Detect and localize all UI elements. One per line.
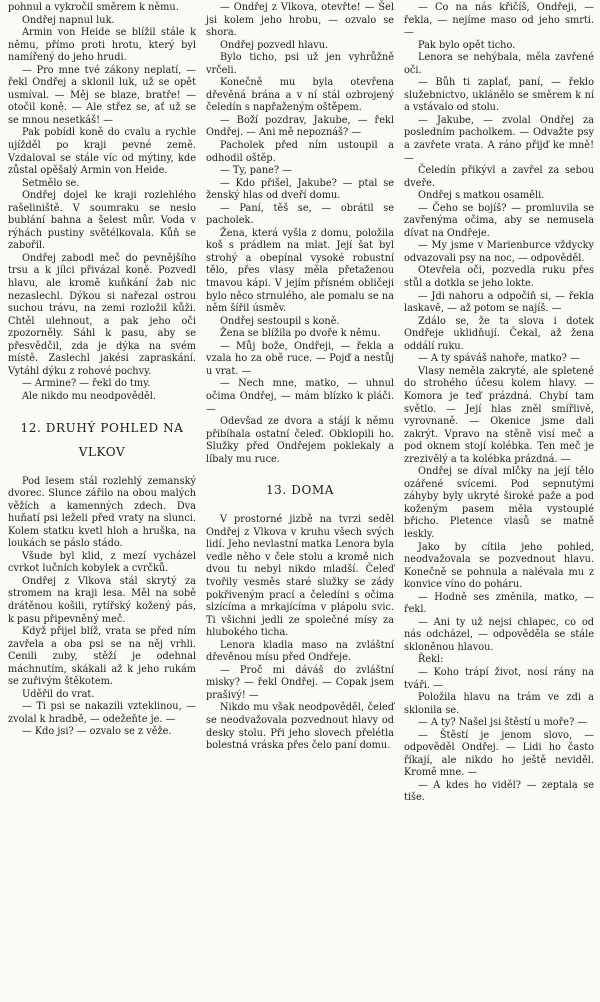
- paragraph: Žena, která vyšla z domu, položila koš s prádlem na mlat. Její šat byl strohý a obepínal vysoké robustní tělo, přes vlasy měla přetaženou tmavou kápi. V jejím přísném obličeji bylo něco strnulého, ale pomalu se na něm šířil úsměv.: [206, 227, 394, 315]
- paragraph: Když přijel blíž, vrata se před ním zavřela a oba psi se na něj vrhli. Cenili zuby, stěží je odehnal máchnutím, skákali až k jeho rukám se zuřivým štěkotem.: [8, 626, 196, 688]
- paragraph: Ondřej zabodl meč do pevnějšího trsu a k jílci přivázal koně. Pozvedl hlavu, ale kromě kuňkání žab nic nezaslechl. Dýkou si nařezal ostrou suchou trávu, na zemi rozložil kůži. Chtěl ulehnout, a pak jeho oči zpozorněly. Sáhl k pasu, aby se přesvědčil, zda je dýka na svém místě. Zaslechl jakési zapraskání. Vytáhl dýku z rohové pochvy.: [8, 252, 196, 377]
- paragraph: Jako by cítila jeho pohled, neodvažovala se pozvednout hlavu. Konečně se pohnula a nalévala mu z konvice víno do poháru.: [404, 541, 594, 591]
- paragraph: — Čeho se bojíš? — promluvila se zavřenýma očima, aby se nemusela dívat na Ondřeje.: [404, 202, 594, 239]
- paragraph: Ondřej sestoupil s koně.: [220, 315, 340, 327]
- chapter-12-title-line-1: 12. DRUHÝ POHLED NA: [20, 420, 184, 435]
- paragraph: Ondřej pozvedl hlavu.: [220, 39, 329, 51]
- paragraph: — Proč mi dáváš do zvláštní misky? — řekl Ondřej. — Copak jsem prašivý! —: [206, 664, 394, 701]
- column-2-top-text: [206, 2, 394, 466]
- paragraph: Odevšad ze dvora a stájí k němu přibíhala ostatní čeleď. Obklopili ho. Služky před Ondřejem poklekaly a líbaly mu ruce.: [206, 416, 394, 465]
- chapter-12-title-line-2: VLKOV: [78, 444, 126, 459]
- paragraph: — Paní, těš se, — obrátil se pacholek.: [206, 202, 394, 227]
- paragraph: Vlasy neměla zakryté, ale spletené do strohého účesu kolem hlavy. — Komora je teď prázdná. Chybí tam světlo. — Její hlas zněl smířlivě, vyrovnaně. — Okenice jsme dali zakrýt. Vpravo na stěně visí meč a pod oknem stojí kolébka. Ten meč je zrezivělý a ta kolébka prázdná. —: [404, 365, 594, 465]
- chapter-heading-13: [206, 478, 394, 502]
- paragraph: V prostorné jizbě na tvrzi seděl Ondřej z Vlkova v kruhu všech svých lidí. Jeho nevlastní matka Lenora byla vedle něho v čele stolu a kromě nich dvou tu nebyl nikdo mladší. Čeleď tvořily vesměs staré služky se zády pokřiveným prací a čeledíni s očima slzícíma a mrkajícíma v plápolu svic. Ti všichni jedli ze společné mísy za hlubokého ticha.: [206, 514, 394, 639]
- column-1-bottom-text: [8, 476, 196, 739]
- paragraph: Ondřej s matkou osaměli.: [418, 190, 545, 202]
- paragraph: — A ty? Našel jsi štěstí u moře? —: [418, 717, 588, 729]
- paragraph: — Ondřej z Vlkova, otevřte! — Šel jsi kolem jeho hrobu, — ozvalo se shora.: [206, 2, 394, 39]
- paragraph: Řekl:: [418, 654, 444, 666]
- paragraph: Zdálo se, že ta slova i dotek Ondřeje uklidňují. Čekal, až žena oddálí ruku.: [404, 315, 594, 352]
- text-column-1: [8, 2, 196, 739]
- paragraph: Konečně mu byla otevřena dřevěná brána a v ní stál ozbrojený čeledín s napřaženým oštěpem.: [206, 77, 394, 114]
- column-1-top-text: [8, 2, 196, 404]
- paragraph: — Hodně ses změnila, matko, — řekl.: [404, 591, 594, 616]
- paragraph: Všude byl klid, z mezí vycházel cvrkot lučních kobylek a cvrčků.: [8, 550, 196, 575]
- column-3-text: [404, 2, 594, 805]
- paragraph: — Můj bože, Ondřeji, — řekla a vzala ho za obě ruce. — Pojď a nestůj u vrat. —: [206, 340, 394, 377]
- paragraph: Setmělo se.: [22, 177, 80, 189]
- paragraph: — Boží pozdrav, Jakube, — řekl Ondřej. — Ani mě nepoznáš? —: [206, 114, 394, 139]
- paragraph: — Bůh ti zaplať, paní, — řeklo služebnictvo, uklánělo se směrem k ní a vstávalo od stolu.: [404, 77, 594, 114]
- paragraph: — Kdo jsi? — ozvalo se z věže.: [22, 726, 172, 738]
- chapter-heading-12: [8, 416, 196, 464]
- paragraph: Uděřil do vrat.: [22, 688, 95, 700]
- paragraph: Otevřela oči, pozvedla ruku přes stůl a dotkla se jeho lokte.: [404, 265, 594, 290]
- paragraph: — Armine? — řekl do tmy.: [22, 378, 151, 390]
- paragraph: Nikdo mu však neodpověděl, čeleď se neodvažovala pozvednout hlavy od desky stolu. Při jeho slovech přelétla bolestná vráska přes čelo paní domu.: [206, 702, 394, 752]
- paragraph: — Jakube, — zvolal Ondřej za posledním pacholkem. — Odvažte psy a zavřete vrata. A ráno přijď ke mně! —: [404, 114, 594, 164]
- paragraph: — A kdes ho viděl? — zeptala se tiše.: [404, 779, 594, 804]
- paragraph: — Nech mne, matko, — uhnul očima Ondřej, — mám blízko k pláči. —: [206, 378, 394, 415]
- column-2-bottom-text: [206, 514, 394, 752]
- paragraph: Položila hlavu na trám ve zdi a sklonila se.: [404, 692, 594, 716]
- text-column-2: [206, 2, 394, 753]
- paragraph: — Ty, pane? —: [220, 165, 292, 177]
- paragraph: — Kdo přišel, Jakube? — ptal se ženský hlas od dveří domu.: [206, 177, 394, 202]
- paragraph: Armin von Heide se blížil stále k němu, přímo proti hrotu, který byl namířený do jeho hrudi.: [8, 27, 196, 64]
- paragraph: Žena se blížila po dvoře k němu.: [220, 328, 381, 340]
- paragraph: Pod lesem stál rozlehlý zemanský dvorec. Slunce zářilo na obou malých věžích a kamenných zdech. Dva huňatí psi leželi před vraty na slunci. Kolem statku kvetl hloh a hruška, na loukách se páslo stádo.: [8, 475, 196, 550]
- paragraph: Pacholek před ním ustoupil a odhodil oštěp.: [206, 140, 394, 164]
- paragraph: Lenora se nehýbala, měla zavřené oči.: [404, 52, 594, 76]
- paragraph: Ondřej dojel ke kraji rozlehlého rašeliniště. V soumraku se neslo bublání bahna a šelest můr. Voda v rýhách pustiny světélkovala. Kůň se zabořil.: [8, 190, 196, 252]
- paragraph: — Jdi nahoru a odpočiň si, — řekla laskavě, — až potom se najíš. —: [404, 290, 594, 315]
- paragraph: — Co na nás křičíš, Ondřeji, — řekla, — nejíme maso od jeho smrti. —: [404, 2, 594, 39]
- paragraph: — Ani ty už nejsi chlapec, co od nás odcházel, — odpověděla se stále skloněnou hlavou.: [404, 616, 594, 653]
- paragraph: — Štěstí je jenom slovo, — odpověděl Ondřej. — Lidi ho často říkají, ale nikdo ho ještě neviděl. Kromě mne. —: [404, 729, 594, 779]
- paragraph: — A ty spáváš nahoře, matko? —: [418, 353, 580, 365]
- paragraph: — Koho trápí život, nosí rány na tváři. —: [404, 666, 594, 691]
- paragraph: — Ti psi se nakazili vzteklinou, — zvolal k hradbě, — odežeňte je. —: [8, 701, 196, 725]
- chapter-13-title: 13. DOMA: [265, 483, 335, 498]
- text-column-3: [404, 2, 594, 805]
- paragraph: — My jsme v Marienburce vždycky odvazovali psy na noc, — odpověděl.: [404, 240, 594, 264]
- paragraph: Lenora kladla maso na zvláštní dřevěnou mísu před Ondřeje.: [206, 639, 394, 664]
- paragraph: Pak bylo opět ticho.: [418, 39, 516, 51]
- paragraph: Bylo ticho, psi už jen vyhrůžně vrčeli.: [206, 52, 394, 76]
- paragraph: Ale nikdo mu neodpověděl.: [22, 390, 156, 402]
- paragraph: — Pro mne tvé zákony neplatí, — řekl Ondřej a sklonil luk, už se opět usmíval. — Měj se blaze, bratře! — otočil koně. — Ale střez se, ať už se se mnou nesetkáš! —: [8, 64, 196, 126]
- paragraph: Pak pobídl koně do cvalu a rychle ujížděl po kraji pevné země. Vzdaloval se stále víc od mýtiny, kde zůstal opěšalý Armin von Heide.: [8, 127, 196, 177]
- paragraph: Čeledín přikývl a zavřel za sebou dveře.: [404, 165, 594, 189]
- paragraph: Ondřej z Vlkova stál skrytý za stromem na kraji lesa. Měl na sobě drátěnou košili, rytířský kožený pás, k pasu připevněný meč.: [8, 575, 196, 625]
- paragraph: pohnul a vykročil směrem k němu.: [8, 2, 179, 13]
- paragraph: Ondřej napnul luk.: [22, 14, 115, 26]
- paragraph: Ondřej se díval mlčky na její tělo ozářené svícemi. Pod sepnutými záhyby byly ukryté široké paže a pod koženým pasem měla vystouplé břicho. Pletence vlasů se matně leskly.: [404, 466, 594, 540]
